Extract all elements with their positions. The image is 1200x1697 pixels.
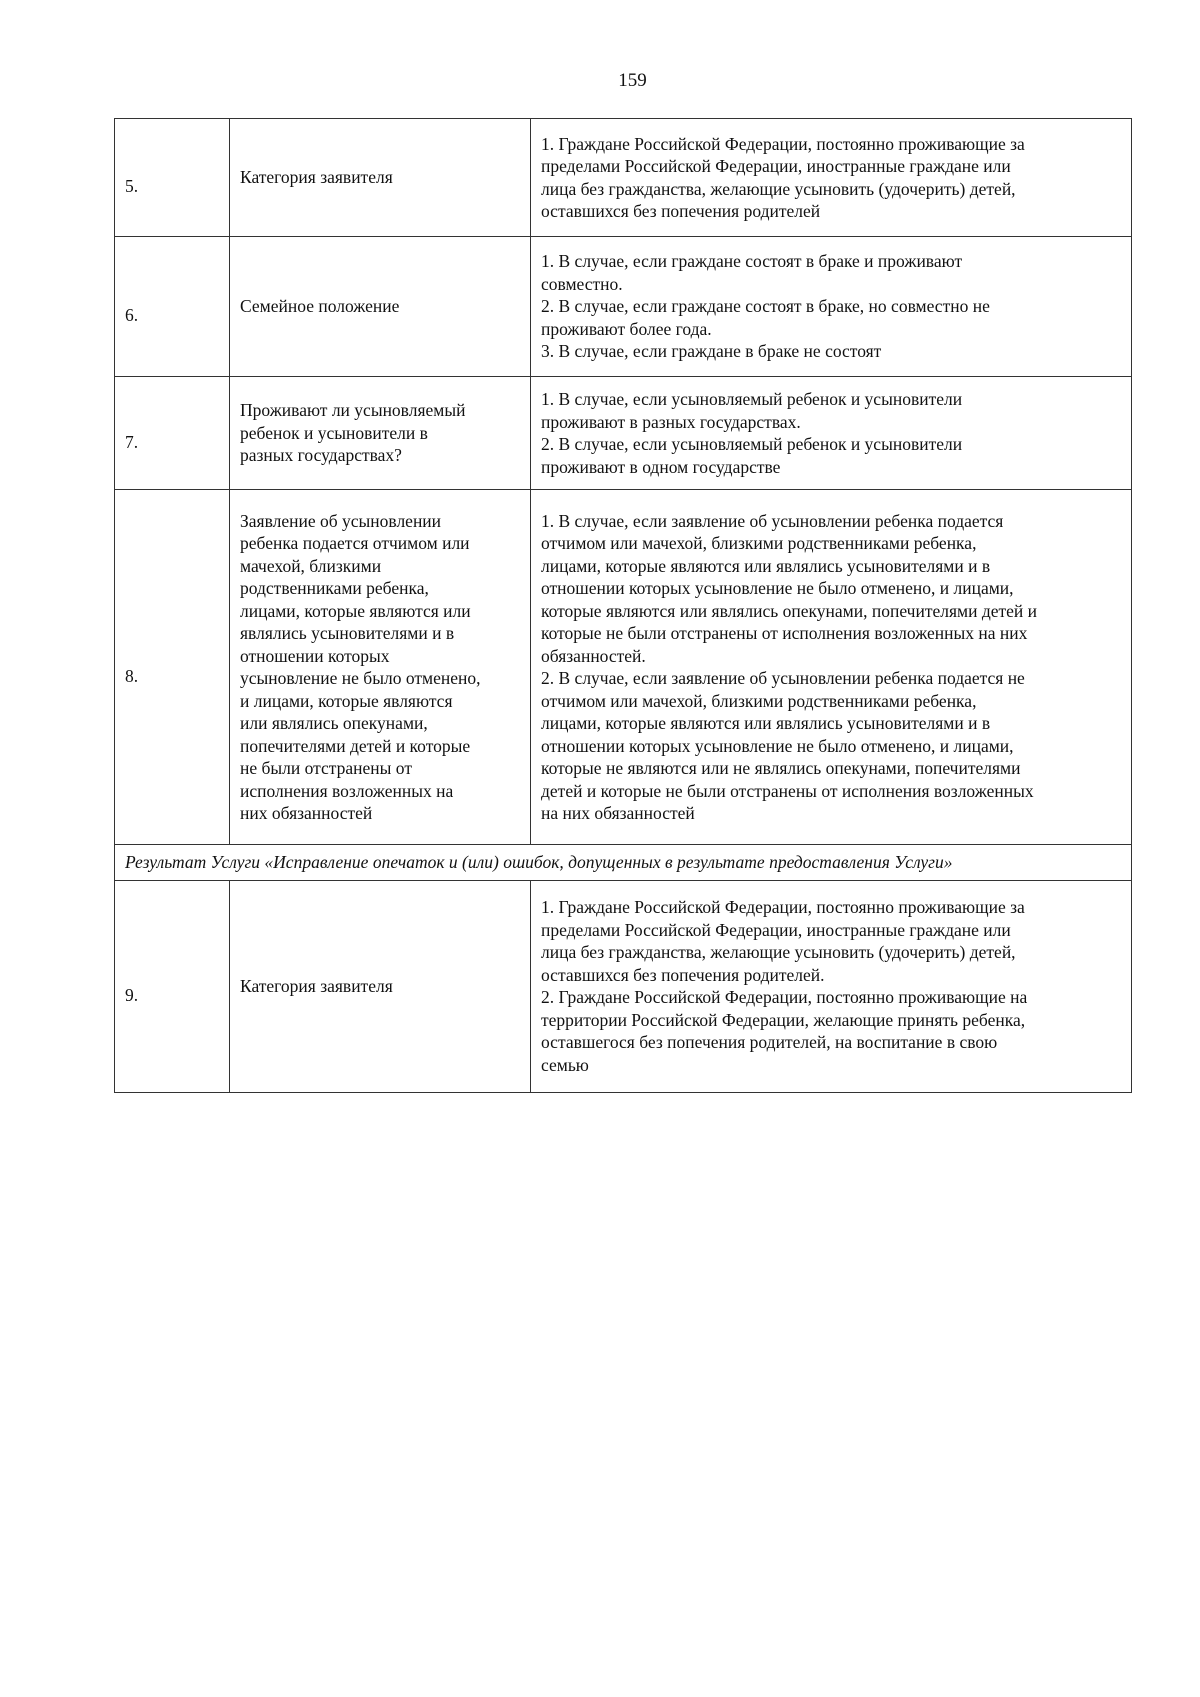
table-row bbox=[115, 119, 1132, 237]
value-line: отношении которых усыновление не было отменено, и лицами, bbox=[541, 735, 1014, 756]
category-line: родственниками ребенка, bbox=[240, 578, 429, 598]
table-row bbox=[115, 377, 1132, 490]
category-cell bbox=[230, 377, 531, 490]
value-cell bbox=[531, 237, 1132, 377]
value-line: 2. В случае, если граждане состоят в браке, но совместно не bbox=[541, 296, 990, 317]
category-line: и лицами, которые являются bbox=[240, 690, 453, 711]
value-line: обязанностей. bbox=[541, 645, 646, 666]
category-line: Категория заявителя bbox=[240, 167, 393, 188]
table-row bbox=[115, 237, 1132, 377]
section-title: Результат Услуги «Исправление опечаток и (или) ошибок, допущенных в результате предоставления Услуги» bbox=[115, 845, 1132, 881]
value-line: оставшегося без попечения родителей, на воспитание в свою bbox=[541, 1032, 998, 1052]
category-line: отношении которых bbox=[240, 645, 390, 666]
value-line: детей и которые не были отстранены от исполнения возложенных bbox=[541, 780, 1034, 801]
category-line: или являлись опекунами, bbox=[240, 713, 428, 733]
value-line: проживают в разных государствах. bbox=[541, 411, 801, 432]
row-number-cell bbox=[115, 377, 230, 490]
value-line: отношении которых усыновление не было отменено, и лицами, bbox=[541, 578, 1014, 598]
value-line: которые не были отстранены от исполнения возложенных на них bbox=[541, 623, 1028, 643]
category-cell bbox=[230, 119, 531, 237]
table-row bbox=[115, 490, 1132, 845]
value-line: 1. В случае, если усыновляемый ребенок и усыновители bbox=[541, 389, 963, 409]
value-line: проживают более года. bbox=[541, 318, 712, 339]
value-line: проживают в одном государстве bbox=[541, 456, 781, 477]
value-cell bbox=[531, 880, 1132, 1092]
row-number: 7. bbox=[125, 431, 139, 452]
category-line: не были отстранены от bbox=[240, 758, 412, 778]
category-cell bbox=[230, 490, 531, 845]
section-header-row bbox=[115, 845, 1132, 881]
value-line: 1. В случае, если граждане состоят в браке и проживают bbox=[541, 251, 963, 272]
category-line: лицами, которые являются или bbox=[240, 600, 471, 621]
category-line: попечителями детей и которые bbox=[240, 735, 471, 756]
category-line: мачехой, близкими bbox=[240, 555, 382, 576]
value-line: лица без гражданства, желающие усыновить (удочерить) детей, bbox=[541, 178, 1016, 199]
value-line: пределами Российской Федерации, иностранные граждане или bbox=[541, 919, 1011, 940]
row-number: 9. bbox=[125, 984, 139, 1005]
value-line: на них обязанностей bbox=[541, 803, 695, 823]
category-line: Семейное положение bbox=[240, 296, 400, 317]
row-number-cell bbox=[115, 237, 230, 377]
criteria-table-body bbox=[115, 119, 1132, 1093]
row-number: 8. bbox=[125, 665, 139, 686]
category-line: них обязанностей bbox=[240, 803, 373, 823]
value-line: пределами Российской Федерации, иностранные граждане или bbox=[541, 156, 1011, 176]
category-line: ребенка подается отчимом или bbox=[240, 533, 470, 553]
value-line: 2. В случае, если заявление об усыновлении ребенка подается не bbox=[541, 668, 1025, 688]
value-line: лица без гражданства, желающие усыновить (удочерить) детей, bbox=[541, 942, 1016, 962]
value-line: которые являются или являлись опекунами, попечителями детей и bbox=[541, 600, 1038, 621]
row-number-cell bbox=[115, 880, 230, 1092]
value-line: 1. В случае, если заявление об усыновлении ребенка подается bbox=[541, 510, 1004, 531]
criteria-table bbox=[114, 118, 1132, 1093]
value-line: оставшихся без попечения родителей bbox=[541, 201, 821, 221]
category-line: Проживают ли усыновляемый bbox=[240, 400, 466, 421]
row-number-cell bbox=[115, 119, 230, 237]
value-line: отчимом или мачехой, близкими родственниками ребенка, bbox=[541, 690, 977, 711]
value-line: семью bbox=[541, 1054, 589, 1075]
category-cell bbox=[230, 880, 531, 1092]
value-line: территории Российской Федерации, желающие принять ребенка, bbox=[541, 1009, 1026, 1030]
value-line: 2. Граждане Российской Федерации, постоянно проживающие на bbox=[541, 987, 1028, 1007]
row-number: 5. bbox=[125, 176, 139, 197]
table-row bbox=[115, 880, 1132, 1092]
category-line: Заявление об усыновлении bbox=[240, 510, 442, 531]
category-line: ребенок и усыновители в bbox=[240, 422, 428, 443]
value-line: которые не являются или не являлись опекунами, попечителями bbox=[541, 758, 1021, 778]
value-line: 3. В случае, если граждане в браке не состоят bbox=[541, 341, 882, 362]
value-line: отчимом или мачехой, близкими родственниками ребенка, bbox=[541, 533, 977, 553]
value-line: совместно. bbox=[541, 273, 623, 294]
category-line: Категория заявителя bbox=[240, 975, 393, 996]
value-line: 2. В случае, если усыновляемый ребенок и усыновители bbox=[541, 434, 963, 454]
value-cell bbox=[531, 119, 1132, 237]
category-line: являлись усыновителями и в bbox=[240, 623, 455, 643]
category-line: усыновление не было отменено, bbox=[240, 668, 481, 688]
category-line: разных государствах? bbox=[240, 445, 402, 466]
value-cell bbox=[531, 377, 1132, 490]
category-line: исполнения возложенных на bbox=[240, 780, 454, 801]
row-number-cell bbox=[115, 490, 230, 845]
value-line: лицами, которые являются или являлись усыновителями и в bbox=[541, 555, 991, 576]
page-number: 159 bbox=[618, 70, 647, 91]
value-cell bbox=[531, 490, 1132, 845]
value-line: лицами, которые являются или являлись усыновителями и в bbox=[541, 713, 991, 733]
value-line: 1. Граждане Российской Федерации, постоянно проживающие за bbox=[541, 897, 1025, 917]
category-cell bbox=[230, 237, 531, 377]
row-number: 6. bbox=[125, 305, 139, 326]
value-line: оставшихся без попечения родителей. bbox=[541, 964, 825, 985]
value-line: 1. Граждане Российской Федерации, постоянно проживающие за bbox=[541, 133, 1025, 154]
